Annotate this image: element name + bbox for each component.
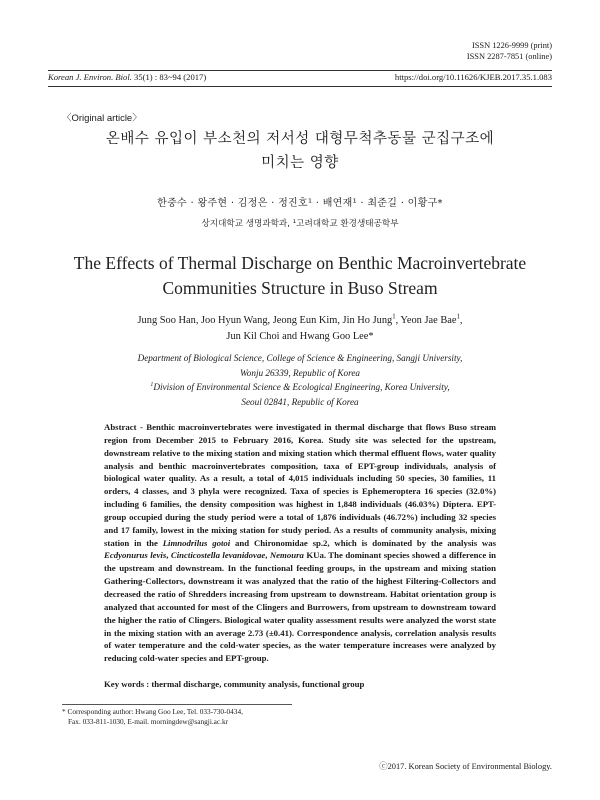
abstract [104, 421, 496, 665]
taxon-limnodrilus: Limnodrilus gotoi [162, 537, 231, 548]
footnote [62, 707, 243, 727]
english-authors-line2: Jun Kil Choi and Hwang Goo Lee* [226, 331, 374, 342]
dept1-line1: Department of Biological Science, College of Science & Engineering, Sangji University, [137, 353, 463, 363]
abstract-part2: and Chironomidae sp.2, which is dominated by the analysis was [230, 537, 497, 548]
issn-print: ISSN 1226-9999 (print) [471, 41, 552, 50]
english-authors [60, 313, 540, 345]
author-names-a: Jung Soo Han, Joo Hyun Wang, Jeong Eun Kim, Jin Ho Jung [137, 315, 393, 326]
header-rule-bottom [48, 86, 552, 87]
header-rule-top [48, 70, 552, 71]
dept2-text: Division of Environmental Science & Ecological Engineering, Korea University, [153, 382, 450, 392]
abstract-sep2: , [265, 550, 270, 561]
author-names-b: , Yeon Jae Bae [395, 315, 457, 326]
korean-title-line1: 온배수 유입이 부소천의 저서성 대형무척추동물 군집구조에 [105, 131, 495, 147]
article-type: 〈Original article〉 [62, 113, 142, 124]
footnote-line2: Fax. 033-811-1030, E-mail. morningdew@sangji.ac.kr [68, 717, 229, 726]
abstract-part3: KUa. The dominant species showed a difference in the upstream and downstream. In the functional feeding groups, in the upstream and mixing station Gathering-Collectors, downstream it was analyzed that the ratio of the highest Filtering-Collectors and decreased the ratio of Shredders increasing from upstream to downstream. Habitat orientation group is analyzed that accounted for most of the Clingers and Burrowers, from upstream to downstream toward the higher the ratio of Clingers. Biological water quality assessment results were analyzed the worst state in the mixing station with an average 2.73 (±0.41). Correspondence analysis, correlation analysis results of water temperature and the cold-water species, as the water temperature increases were analyzed by reducing cold-water species and EPT-group. [104, 550, 496, 664]
doi-link[interactable]: https://doi.org/10.11626/KJEB.2017.35.1.083 [394, 72, 552, 82]
journal-citation [48, 72, 206, 82]
footnote-line1: * Corresponding author: Hwang Goo Lee, Tel. 033-730-0434, [62, 707, 243, 716]
taxon-ecdyonurus: Ecdyonurus levis [104, 550, 167, 561]
korean-title [60, 127, 540, 175]
dept1-line2: Wonju 26339, Republic of Korea [239, 367, 361, 378]
journal-volume: 35(1) : 83~94 (2017) [134, 72, 207, 82]
korean-title-line2: 미치는 영향 [261, 155, 339, 171]
journal-name: Korean J. Environ. Biol. [48, 72, 132, 82]
author-names-c: , [459, 315, 463, 326]
abstract-sep1: , [166, 550, 171, 561]
dept2-line1 [60, 380, 540, 395]
dept2-sup: 1 [150, 381, 154, 388]
footnote-rule [62, 704, 292, 705]
taxon-cincticostella: Cincticostella levanidovae [170, 550, 266, 561]
english-title [40, 251, 560, 301]
dept2-line2: Seoul 02841, Republic of Korea [241, 396, 359, 407]
english-title-line2: Communities Structure in Buso Stream [162, 278, 438, 298]
english-authors-line1 [60, 313, 540, 329]
author-sup-1: 1 [392, 313, 396, 321]
abstract-part1: Abstract - Benthic macroinvertebrates were investigated in thermal discharge that flows Buso stream region from December 2015 to February 2016, Korea. Study site was selected for the upstream, downstream relative to the mixing station and mixing station which thermal effluent flows, water quality analysis and benthic macroinvertebrates composition, taxa of EPT-group individuals, analysis of biological water quality. As a result, a total of 4,015 individuals including 50 species, 30 families, 11 orders, 4 classes, and 3 phyla were recognized. Taxa of species is Ephemeroptera 16 species (32.0%) including 6 families, the density composition was highest in 1,848 individuals (46.03%) Diptera. EPT-group occupied during the study period were a total of 1,876 individuals (46.72%) including 32 species and 17 family, lowest in the mixing station for study period. As a results of community analysis, mixing station in the [104, 422, 496, 548]
copyright: ⓒ2017. Korean Society of Environmental Biology. [379, 762, 552, 771]
affiliations [60, 351, 540, 409]
taxon-nemoura: Nemoura [269, 550, 304, 561]
issn-online: ISSN 2287-7851 (online) [466, 52, 552, 61]
keywords: Key words : thermal discharge, community analysis, functional group [104, 679, 365, 689]
english-title-line1: The Effects of Thermal Discharge on Benthic Macroinvertebrate [73, 253, 527, 273]
author-sup-2: 1 [456, 313, 460, 321]
korean-authors: 한중수 · 왕주현 · 김정은 · 정진호¹ · 배연재¹ · 최준길 · 이황구* [157, 198, 443, 209]
korean-affiliation: 상지대학교 생명과학과, ¹고려대학교 환경생태공학부 [201, 219, 399, 229]
